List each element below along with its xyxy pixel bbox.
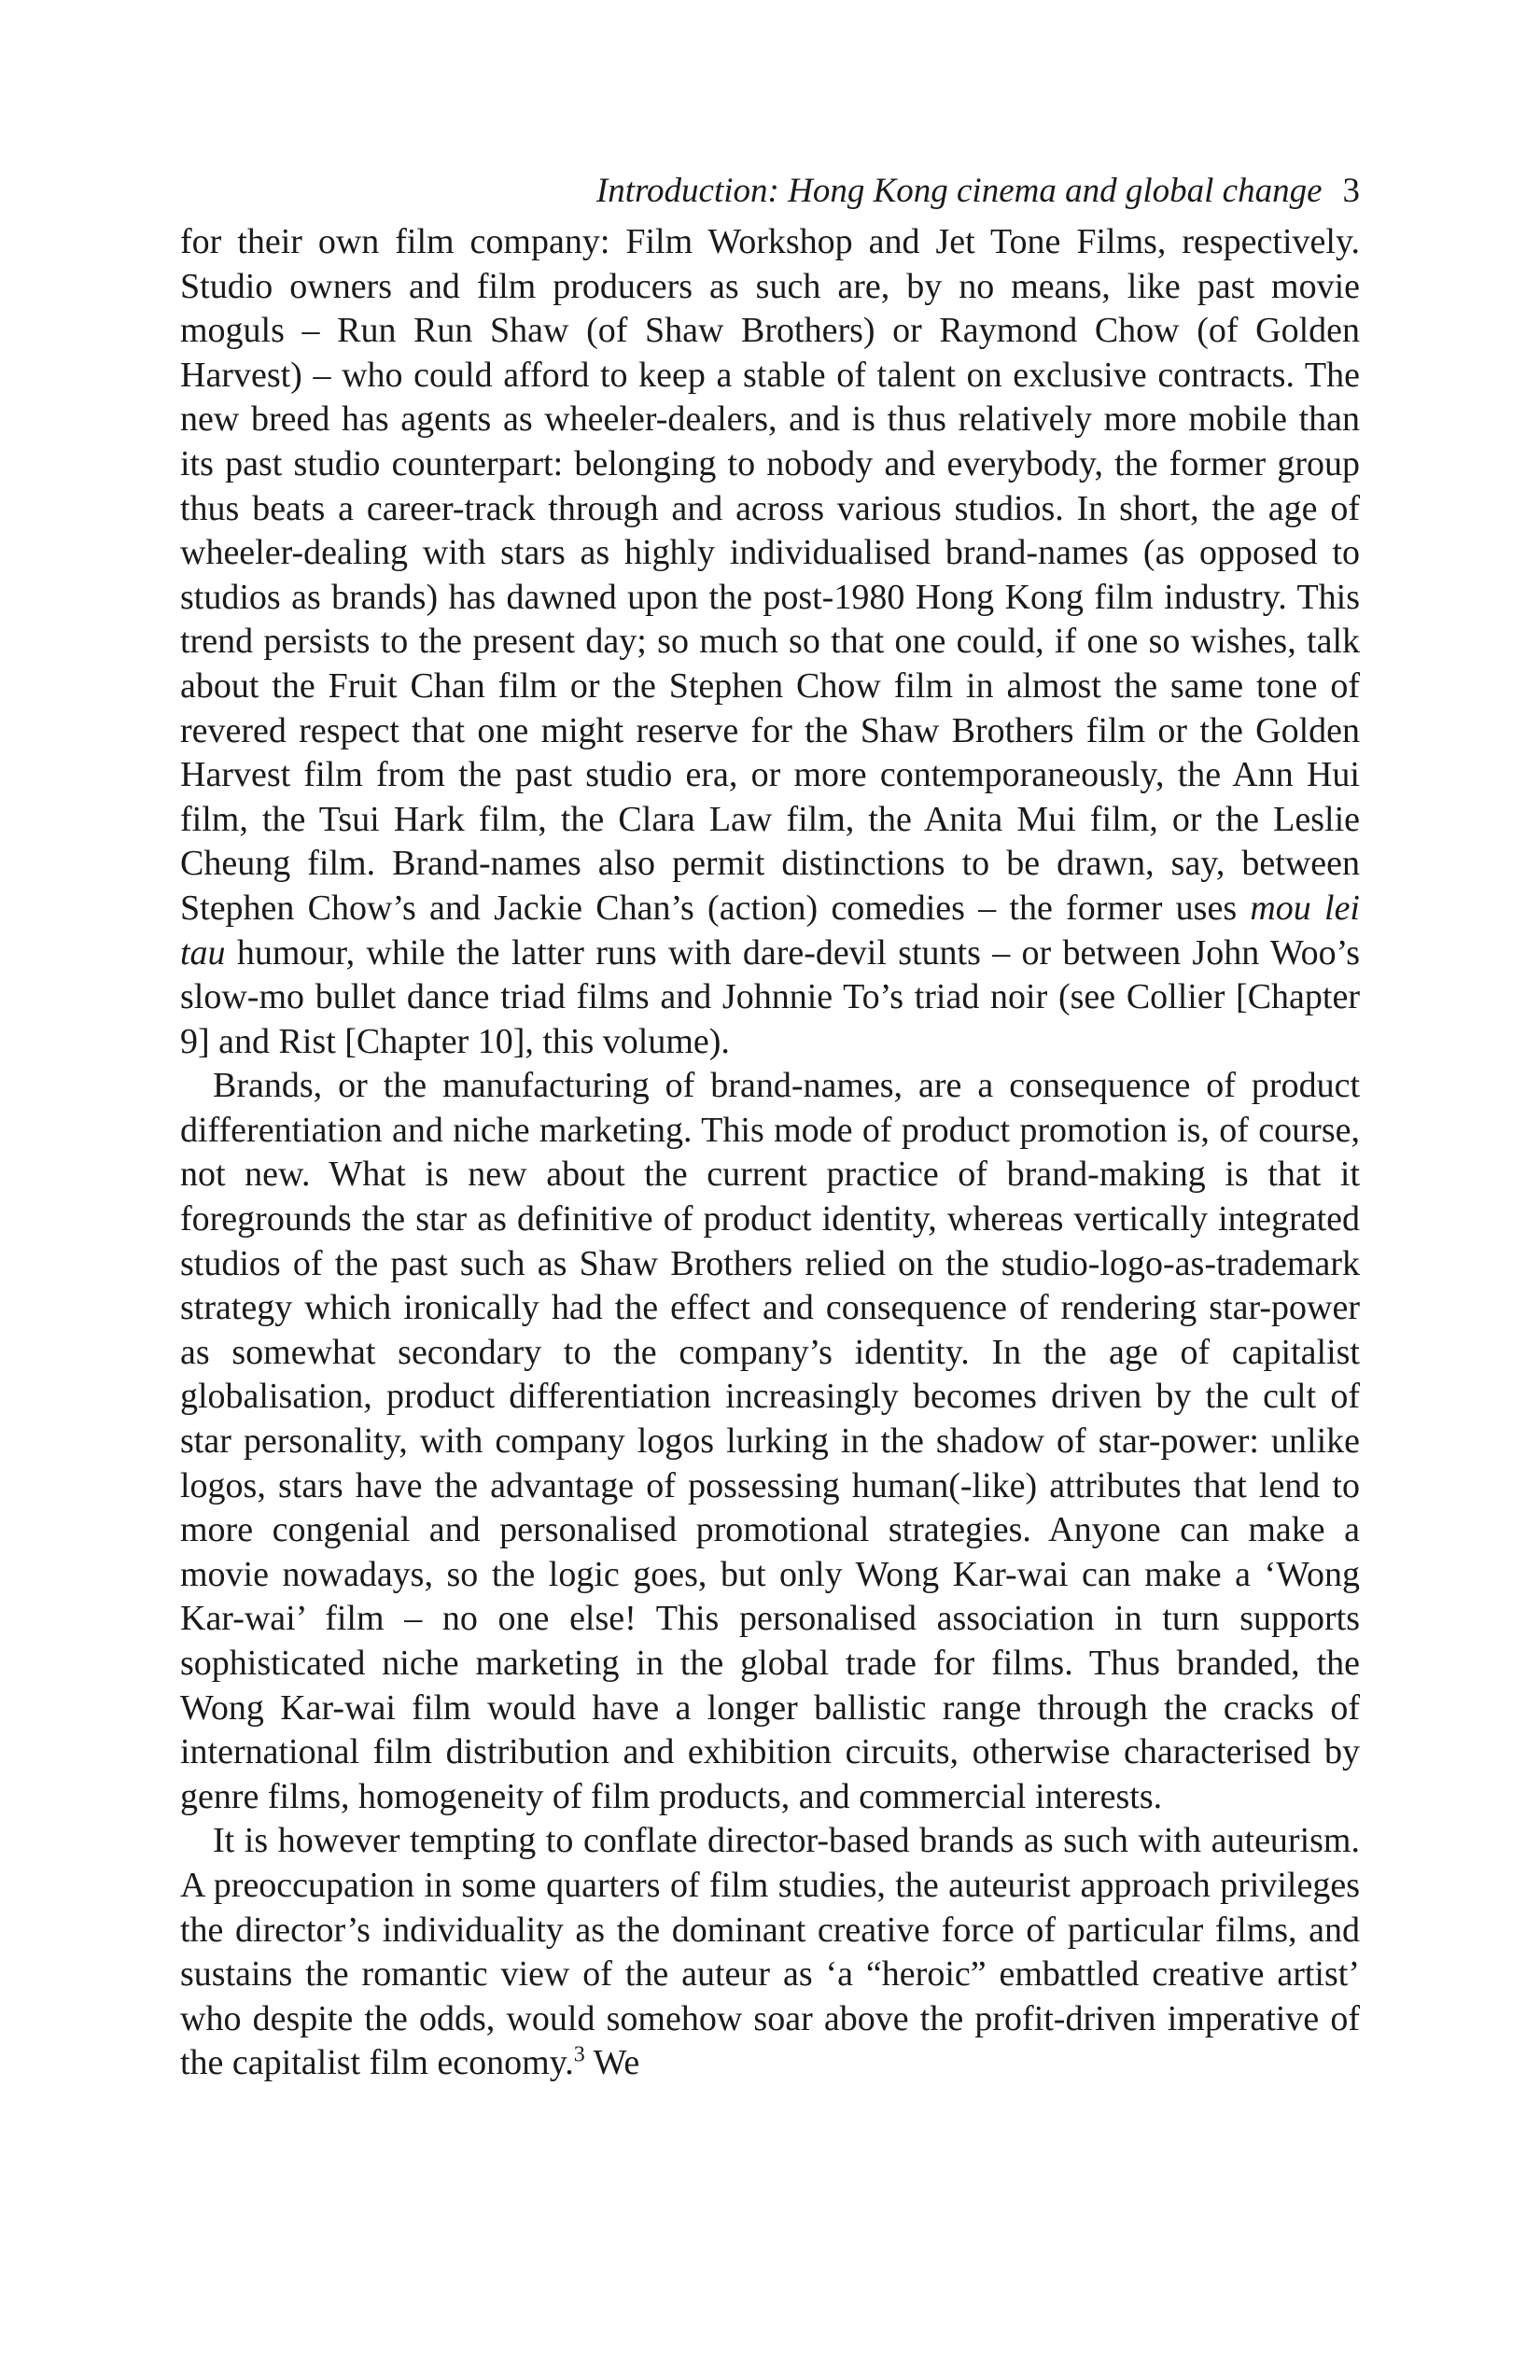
text-run: for their own film company: Film Workshop and Jet Tone Films, respectively. Studio owners and film producers as such are, by no means, like past movie moguls – Run Run Shaw (of Shaw Brothers) or Raymond Chow (of Golden Harvest) – who could afford to keep a stable of talent on exclusive contracts. The new breed has agents as wheeler-dealers, and is thus relatively more mobile than its past studio counterpart: belonging to nobody and everybody, the former group thus beats a career-track through and across various studios. In short, the age of wheeler-dealing with stars as highly individualised brand-names (as opposed to studios as brands) has dawned upon the post-1980 Hong Kong film industry. This trend persists to the present day; so much so that one could, if one so wishes, talk about the Fruit Chan film or the Stephen Chow film in almost the same tone of revered respect that one might reserve for the Shaw Brothers film or the Golden Harvest film from the past studio era, or more contemporaneously, the Ann Hui film, the Tsui Hark film, the Clara Law film, the Anita Mui film, or the Leslie Cheung film. Brand-names also permit distinctions to be drawn, say, between Stephen Chow’s and Jackie Chan’s (action) comedies – the former uses bbox=[180, 222, 1360, 928]
paragraph-1 bbox=[180, 220, 1360, 1064]
page-number: 3 bbox=[1342, 172, 1360, 210]
paragraph-2 bbox=[180, 1064, 1360, 1819]
text-run: It is however tempting to conflate director-based brands as such with auteurism. A preoccupation in some quarters of film studies, the auteurist approach privileges the director’s individuality as the dominant creative force of particular films, and sustains the romantic view of the auteur as ‘a “heroic” embattled creative artist’ who despite the odds, would somehow soar above the profit-driven imperative of the capitalist film economy. bbox=[180, 1821, 1360, 2083]
running-head-title: Introduction: Hong Kong cinema and global change bbox=[595, 172, 1323, 210]
footnote-reference: 3 bbox=[573, 2042, 585, 2067]
body-text bbox=[180, 220, 1360, 2086]
running-head bbox=[180, 168, 1360, 215]
text-run: We bbox=[584, 2043, 640, 2083]
italic-term: mou lei tau bbox=[180, 888, 1360, 973]
text-run: Brands, or the manufacturing of brand-names, are a consequence of product differentiation and niche marketing. This mode of product promotion is, of course, not new. What is new about the current practice of brand-making is that it foregrounds the star as definitive of product identity, whereas vertically integrated studios of the past such as Shaw Brothers relied on the studio-logo-as-trademark strategy which ironically had the effect and consequence of rendering star-power as somewhat secondary to the company’s identity. In the age of capitalist globalisation, product differentiation increasingly becomes driven by the cult of star personality, with company logos lurking in the shadow of star-power: unlike logos, stars have the advantage of possessing human(-like) attributes that lend to more congenial and personalised promotional strategies. Anyone can make a movie nowadays, so the logic goes, but only Wong Kar-wai can make a ‘Wong Kar-wai’ film – no one else! This personalised association in turn supports sophisticated niche marketing in the global trade for films. Thus branded, the Wong Kar-wai film would have a longer ballistic range through the cracks of international film distribution and exhibition circuits, otherwise characterised by genre films, homogeneity of film products, and commercial interests. bbox=[180, 1066, 1360, 1816]
text-run: humour, while the latter runs with dare-devil stunts – or between John Woo’s slow-mo bullet dance triad films and Johnnie To’s triad noir (see Collier [Chapter 9] and Rist [Chapter 10], this volume). bbox=[180, 932, 1360, 1061]
paragraph-3 bbox=[180, 1819, 1360, 2086]
book-page bbox=[180, 168, 1360, 2086]
